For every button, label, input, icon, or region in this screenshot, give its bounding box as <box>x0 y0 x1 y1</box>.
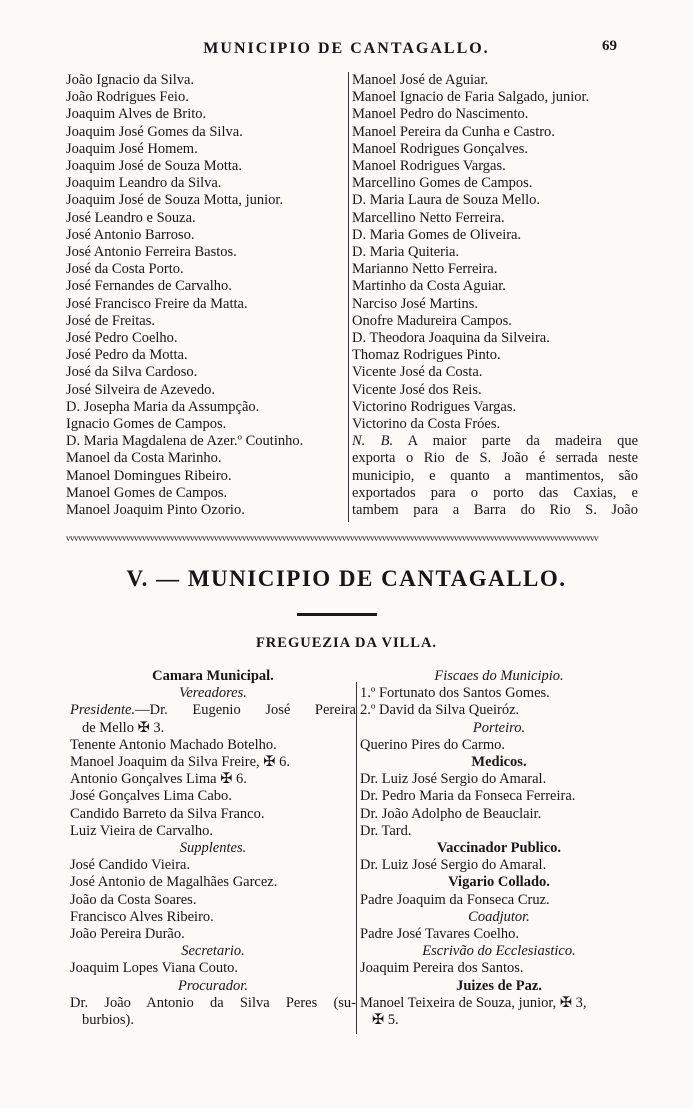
name-entry: João Ignacio da Silva. <box>66 72 195 88</box>
vereador-entry: José Gonçalves Lima Cabo. <box>70 788 232 805</box>
note-line <box>352 433 638 450</box>
vereador-entry: Antonio Gonçalves Lima ✠ 6. <box>70 771 247 788</box>
medicos-heading: Medicos. <box>471 754 527 771</box>
camara-municipal-column <box>70 668 356 1029</box>
name-entry: Vicente José dos Reis. <box>352 381 482 398</box>
name-entry: Manoel José de Aguiar. <box>352 72 489 88</box>
medico-entry: Dr. Luiz José Sergio do Amaral. <box>360 771 547 788</box>
name-entry: Manoel Rodrigues Gonçalves. <box>352 140 528 157</box>
porteiro-heading: Porteiro. <box>472 719 526 736</box>
note-line: exporta o Rio de S. João é serrada neste <box>352 450 638 467</box>
name-entry: Manoel Joaquim Pinto Ozorio. <box>66 502 245 519</box>
name-entry: José Pedro da Motta. <box>66 347 188 364</box>
fiscaes-heading: Fiscaes do Municipio. <box>434 668 564 684</box>
name-entry: Victorino da Costa Fróes. <box>352 416 501 433</box>
name-entry: D. Maria Magdalena de Azer.º Coutinho. <box>66 433 304 450</box>
medico-entry: Dr. Pedro Maria da Fonseca Ferreira. <box>360 788 576 805</box>
note-lead: N. B. <box>352 433 394 450</box>
name-entry: Marcellino Gomes de Campos. <box>352 175 533 192</box>
name-entry: Joaquim José Homem. <box>66 140 198 157</box>
name-entry: José Leandro e Souza. <box>66 209 196 226</box>
presidente-name: —Dr. Eugenio José Pereira <box>135 702 356 719</box>
vereadores-heading: Vereadores. <box>179 685 247 702</box>
supplente-entry: José Candido Vieira. <box>70 857 191 874</box>
name-entry: José Francisco Freire da Matta. <box>66 295 248 312</box>
name-entry: João Rodrigues Feio. <box>66 89 189 106</box>
supplentes-heading: Supplentes. <box>179 840 247 857</box>
procurador-name: Dr. João Antonio da Silva Peres (su- <box>70 994 356 1011</box>
procurador-name-cont: burbios). <box>82 1012 134 1029</box>
vereador-entry: Manoel Joaquim da Silva Freire, ✠ 6. <box>70 754 290 771</box>
presidente-label: Presidente. <box>70 702 136 719</box>
note-line: tambem para a Barra do Rio S. João <box>352 502 638 519</box>
name-entry: Joaquim José de Souza Motta. <box>66 158 242 175</box>
name-entry: Manoel Pereira da Cunha e Castro. <box>352 123 555 140</box>
supplentes-list <box>70 857 356 943</box>
vereador-entry: Tenente Antonio Machado Botelho. <box>70 736 277 753</box>
juizes-heading: Juizes de Paz. <box>456 977 542 994</box>
name-entry: Ignacio Gomes de Campos. <box>66 416 227 433</box>
medico-entry: Dr. João Adolpho de Beauclair. <box>360 805 542 822</box>
name-entry: Onofre Madureira Campos. <box>352 312 512 329</box>
name-entry: José da Silva Cardoso. <box>66 364 198 381</box>
subsection-title: FREGUEZIA DA VILLA. <box>255 635 438 651</box>
column-divider <box>356 682 357 1034</box>
running-head <box>0 38 693 60</box>
supplente-entry: João Pereira Durão. <box>70 926 185 943</box>
name-entry: Manoel Gomes de Campos. <box>66 484 228 501</box>
supplente-entry: Francisco Alves Ribeiro. <box>70 908 214 925</box>
top-left-name-list <box>66 72 348 519</box>
name-entry: José Fernandes de Carvalho. <box>66 278 232 295</box>
section-rule <box>297 613 377 616</box>
name-entry: D. Maria Gomes de Oliveira. <box>352 226 522 243</box>
name-entry: Narciso José Martins. <box>352 295 479 312</box>
name-entry: Vicente José da Costa. <box>352 364 483 381</box>
vigario-heading: Vigario Collado. <box>448 874 550 891</box>
escrivao-heading: Escrivão do Ecclesiastico. <box>422 943 576 960</box>
supplente-entry: João da Costa Soares. <box>70 891 197 908</box>
name-entry: José Antonio Ferreira Bastos. <box>66 244 237 261</box>
name-entry: Marianno Netto Ferreira. <box>352 261 498 278</box>
juiz-name-cont: ✠ 5. <box>372 1012 399 1029</box>
running-title: MUNICIPIO DE CANTAGALLO. <box>203 40 490 57</box>
name-entry: José Antonio Barroso. <box>66 226 195 243</box>
name-entry: D. Theodora Joaquina da Silveira. <box>352 330 550 347</box>
name-entry: Manoel Domingues Ribeiro. <box>66 467 232 484</box>
top-right-names <box>352 72 638 433</box>
name-entry: Marcellino Netto Ferreira. <box>352 209 505 226</box>
name-entry: José Silveira de Azevedo. <box>66 381 215 398</box>
coadjutor-heading: Coadjutor. <box>468 908 530 925</box>
procurador-heading: Procurador. <box>178 977 248 994</box>
escrivao-name: Joaquim Pereira dos Santos. <box>360 960 524 977</box>
juiz-name: Manoel Teixeira de Souza, junior, ✠ 3, <box>360 994 587 1011</box>
ornamental-rule: vvvvvvvvvvvvvvvvvvvvvvvvvvvvvvvvvvvvvvvvvvvvvvvvvvvvvvvvvvvvvvvvvvvvvvvvvvvvvvvvvvvvvvvvvvvvvvvvvvvvvvvvvvvvvvvvvvvvvvvvvvvvvvvvvvvvv <box>66 534 598 542</box>
name-entry: Manoel Rodrigues Vargas. <box>352 158 506 175</box>
municipio-officials-column <box>360 668 638 1029</box>
name-entry: Joaquim José Gomes da Silva. <box>66 123 243 140</box>
name-entry: D. Josepha Maria da Assumpção. <box>66 398 260 415</box>
note-text: A maior parte da madeira que <box>407 433 638 450</box>
vereador-entry: Luiz Vieira de Carvalho. <box>70 822 214 839</box>
medicos-list <box>360 771 638 840</box>
presidente-line <box>70 702 356 719</box>
name-entry: Manoel Pedro do Nascimento. <box>352 106 529 123</box>
vaccinador-name: Dr. Luiz José Sergio do Amaral. <box>360 857 547 874</box>
secretario-name: Joaquim Lopes Viana Couto. <box>70 960 239 977</box>
name-entry: José da Costa Porto. <box>66 261 184 278</box>
name-entry: Victorino Rodrigues Vargas. <box>352 398 517 415</box>
coadjutor-name: Padre José Tavares Coelho. <box>360 926 519 943</box>
medico-entry: Dr. Tard. <box>360 822 412 839</box>
section-title: V. — MUNICIPIO DE CANTAGALLO. <box>126 566 567 591</box>
name-entry: Manoel Ignacio de Faria Salgado, junior. <box>352 89 590 106</box>
vereador-entry: Candido Barreto da Silva Franco. <box>70 805 265 822</box>
note-line: exportados para o porto das Caxias, e <box>352 484 638 501</box>
top-right-name-list <box>352 72 638 519</box>
porteiro-name: Querino Pires do Carmo. <box>360 736 505 753</box>
column-divider <box>348 72 349 522</box>
name-entry: Martinho da Costa Aguiar. <box>352 278 506 295</box>
name-entry: D. Maria Laura de Souza Mello. <box>352 192 541 209</box>
vigario-name: Padre Joaquim da Fonseca Cruz. <box>360 891 550 908</box>
fiscal-entry: 2.º David da Silva Queiróz. <box>360 702 520 719</box>
fiscal-entry: 1.º Fortunato dos Santos Gomes. <box>360 685 550 702</box>
name-entry: D. Maria Quiteria. <box>352 244 460 261</box>
camara-heading: Camara Municipal. <box>152 668 274 684</box>
name-entry: Manoel da Costa Marinho. <box>66 450 222 467</box>
name-entry: Joaquim Alves de Brito. <box>66 106 207 123</box>
name-entry: Thomaz Rodrigues Pinto. <box>352 347 501 364</box>
vaccinador-heading: Vaccinador Publico. <box>436 840 562 857</box>
vereadores-list <box>70 737 356 840</box>
presidente-name-cont: de Mello ✠ 3. <box>82 719 165 736</box>
name-entry: Joaquim Leandro da Silva. <box>66 175 222 192</box>
fiscaes-list <box>360 685 638 719</box>
name-entry: José de Freitas. <box>66 312 155 329</box>
name-entry: José Pedro Coelho. <box>66 330 178 347</box>
page-number: 69 <box>602 38 617 54</box>
secretario-heading: Secretario. <box>181 943 245 960</box>
note-line: municipio, e quanto a mantimentos, são <box>352 467 638 484</box>
supplente-entry: José Antonio de Magalhães Garcez. <box>70 874 278 891</box>
name-entry: Joaquim José de Souza Motta, junior. <box>66 192 284 209</box>
